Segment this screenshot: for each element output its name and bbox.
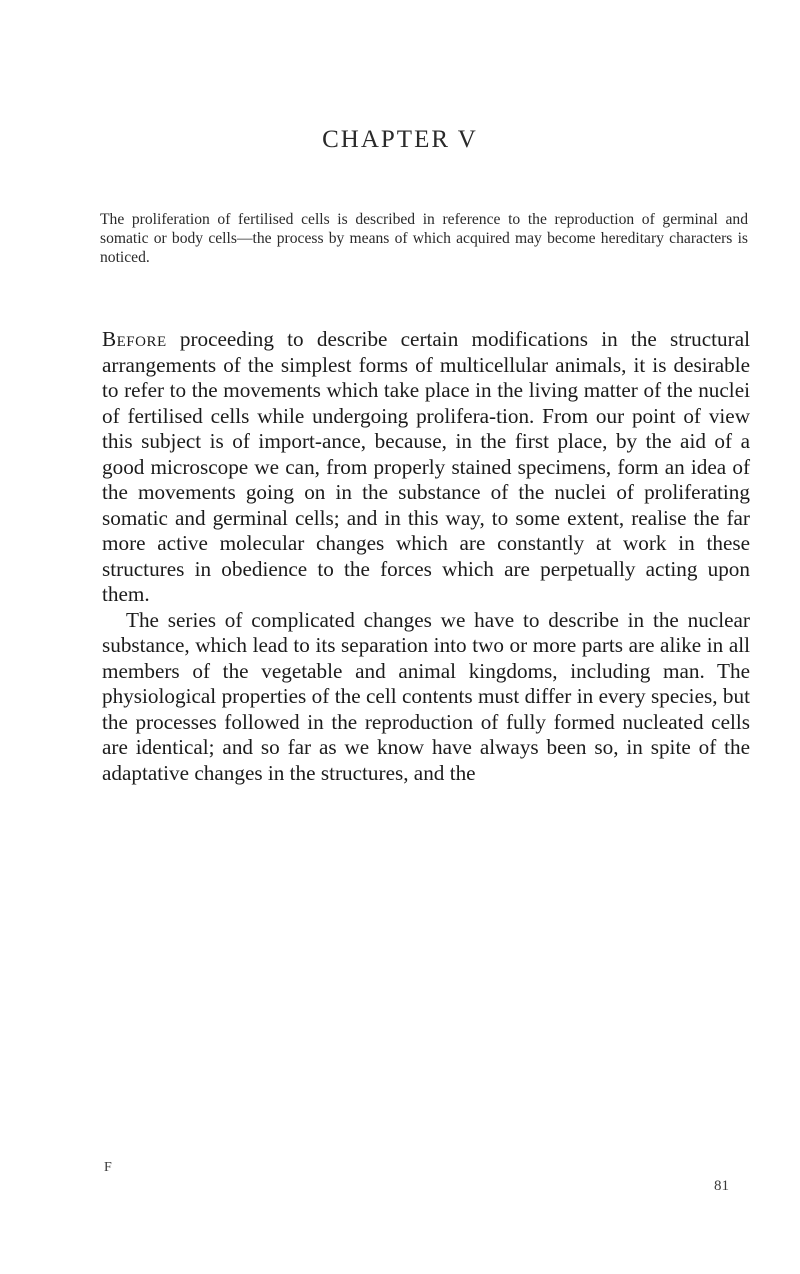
- paragraph-1: [102, 327, 750, 608]
- paragraph-1-lead-word: Before: [102, 327, 167, 351]
- chapter-summary: The proliferation of fertilised cells is described in reference to the reproduction of germinal and somatic or body cells—the process by means of which acquired may become hereditary characters is noticed.: [100, 211, 748, 266]
- page-number: 81: [714, 1178, 729, 1194]
- paragraph-2: The series of complicated changes we have to describe in the nuclear substance, which lead to its separation into two or more parts are alike in all members of the vegetable and animal kingdoms, including man. The physiological properties of the cell contents must differ in every species, but the processes followed in the reproduction of fully formed nucleated cells are identical; and so far as we know have always been so, in spite of the adaptative changes in the structures, and the: [102, 607, 750, 785]
- paragraph-1-text: proceeding to describe certain modifications in the structural arrangements of the simplest forms of multicellular animals, it is desirable to refer to the movements which take place in the living matter of the nuclei of fertilised cells while undergoing prolifera-tion. From our point of view this subject is of import-ance, because, in the first place, by the aid of a good microscope we can, from properly stained specimens, form an idea of the movements going on in the substance of the nuclei of proliferating somatic and germinal cells; and in this way, to some extent, realise the far more active molecular changes which are constantly at work in these structures in obedience to the forces which are perpetually acting upon them.: [102, 327, 750, 606]
- body-text: [102, 327, 750, 786]
- signature-mark: F: [104, 1160, 112, 1175]
- chapter-heading: CHAPTER V: [322, 126, 478, 153]
